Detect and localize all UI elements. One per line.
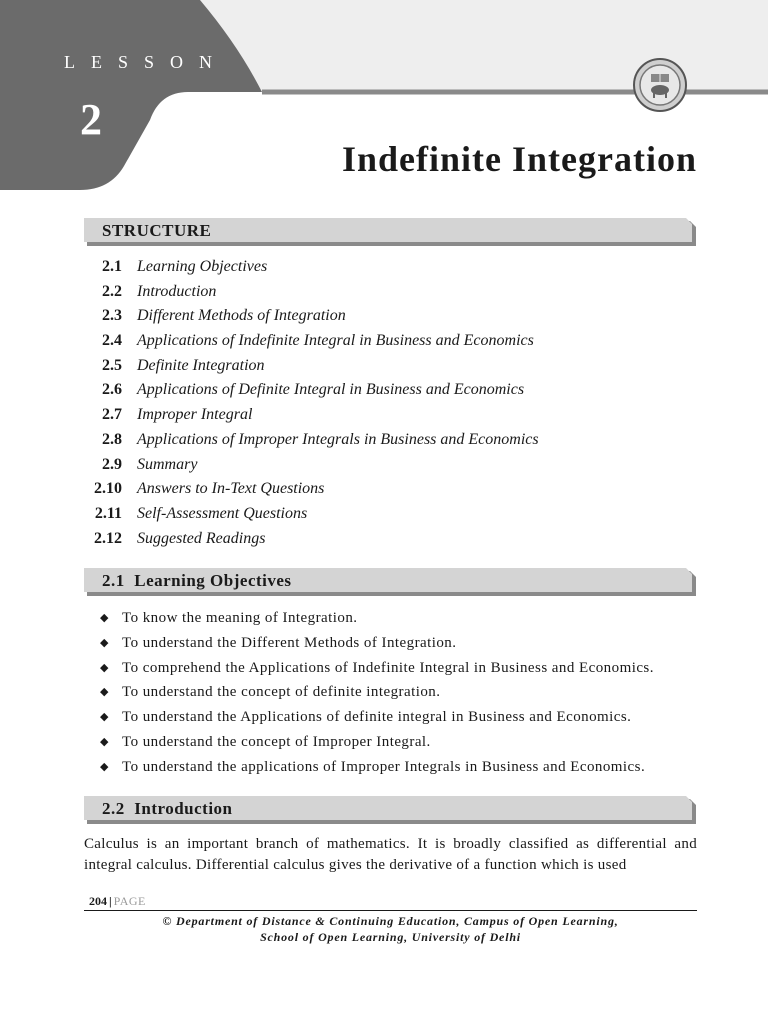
footer-rule — [84, 910, 697, 911]
objective-item: ◆ To understand the Different Methods of Integration. — [100, 632, 654, 657]
diamond-bullet-icon: ◆ — [100, 636, 109, 649]
structure-item: 2.7 Improper Integral — [102, 406, 253, 424]
structure-item: 2.8 Applications of Improper Integrals in Business and Economics — [102, 430, 539, 448]
objective-item: ◆ To understand the concept of definite integration. — [100, 681, 654, 706]
page-number: 204 | PAGE — [89, 894, 146, 908]
structure-heading-bar — [84, 218, 696, 243]
structure-item: 2.3 Different Methods of Integration — [102, 307, 346, 325]
lesson-label: LESSON — [64, 52, 229, 72]
objective-item: ◆ To understand the Applications of definite integral in Business and Economics. — [100, 706, 654, 731]
diamond-bullet-icon: ◆ — [100, 661, 109, 674]
structure-item: 2.1 Learning Objectives — [102, 258, 268, 275]
objectives-heading-bar — [84, 568, 696, 593]
objectives-list — [100, 607, 654, 781]
structure-heading: STRUCTURE — [102, 221, 212, 240]
structure-item: 2.10 Answers to In-Text Questions — [94, 480, 325, 498]
introduction-heading: 2.2 Introduction — [102, 799, 233, 818]
structure-item: 2.6 Applications of Definite Integral in Business and Economics — [102, 381, 525, 399]
objectives-heading: 2.1 Learning Objectives — [102, 571, 292, 590]
structure-list — [84, 256, 539, 552]
university-seal-icon — [632, 57, 688, 113]
structure-item: 2.2 Introduction — [102, 282, 217, 300]
page-title: Indefinite Integration — [342, 139, 697, 179]
structure-item: 2.4 Applications of Indefinite Integral in Business and Economics — [102, 332, 534, 350]
objective-item: ◆ To understand the applications of Improper Integrals in Business and Economics. — [100, 756, 654, 781]
introduction-paragraph: Calculus is an important branch of mathematics. It is broadly classified as differential and integral calculus. Differential calculus gives the derivative of a function which is used — [84, 836, 697, 873]
diamond-bullet-icon: ◆ — [100, 686, 109, 699]
diamond-bullet-icon: ◆ — [100, 735, 109, 748]
introduction-heading-bar — [84, 796, 696, 821]
lesson-number: 2 — [80, 95, 102, 144]
diamond-bullet-icon: ◆ — [100, 711, 109, 724]
structure-item: 2.9 Summary — [102, 455, 198, 473]
objective-item: ◆ To comprehend the Applications of Indefinite Integral in Business and Economics. — [100, 657, 654, 682]
structure-item: 2.11 Self-Assessment Questions — [94, 504, 308, 522]
structure-item: 2.5 Definite Integration — [102, 356, 265, 374]
footer-credits: © Department of Distance & Continuing Education, Campus of Open Learning, School of Open Learning, University of Delhi — [162, 914, 619, 944]
structure-item: 2.12 Suggested Readings — [94, 529, 266, 547]
diamond-bullet-icon: ◆ — [100, 612, 109, 624]
objective-item: ◆ To understand the concept of Improper Integral. — [100, 731, 654, 756]
diamond-bullet-icon: ◆ — [100, 760, 109, 773]
objective-item: ◆ To know the meaning of Integration. — [100, 607, 654, 632]
